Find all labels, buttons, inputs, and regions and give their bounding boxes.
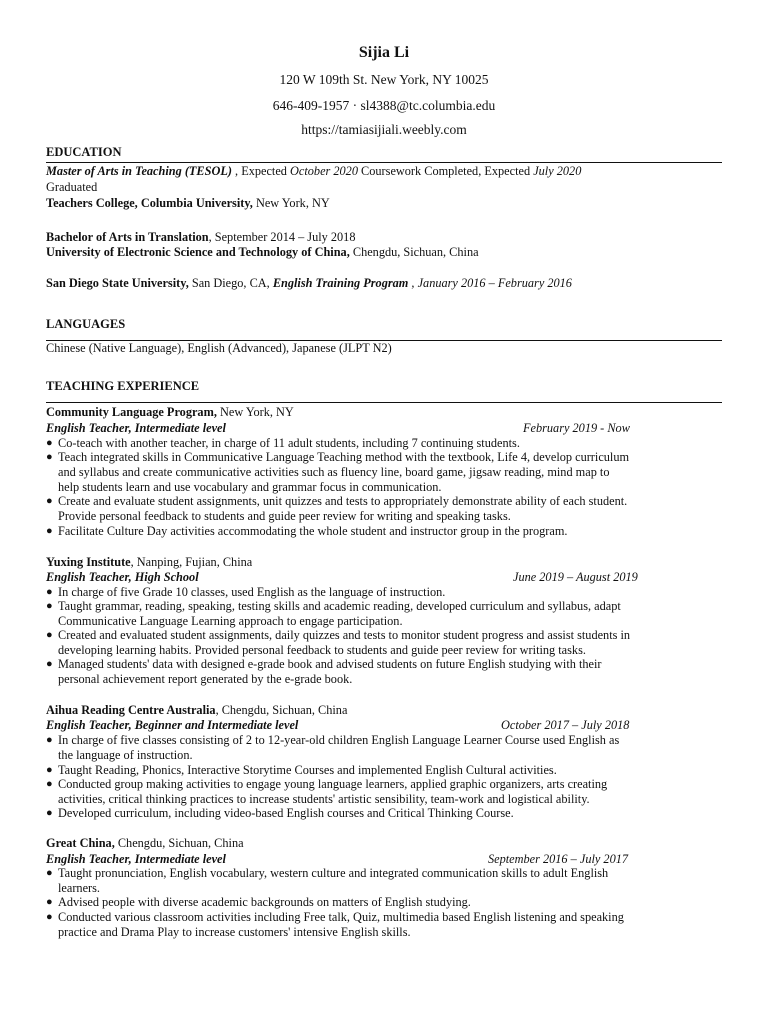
sdsu-school: San Diego State University, bbox=[46, 276, 189, 290]
bullet-item bbox=[46, 494, 736, 524]
bachelors-degree-line bbox=[46, 230, 355, 245]
education-divider bbox=[46, 162, 722, 163]
bullet-item bbox=[46, 657, 736, 687]
job-org-line bbox=[46, 703, 347, 718]
job-org: Great China, bbox=[46, 836, 115, 850]
bullet-text: Taught grammar, reading, speaking, testing skills and academic reading, developed curriculum and syllabus, adapt bbox=[58, 599, 621, 613]
job-dates: June 2019 – August 2019 bbox=[513, 570, 638, 584]
bullet-text: Facilitate Culture Day activities accommodating the whole student and instructor group in the program. bbox=[58, 524, 568, 538]
bullet-item bbox=[46, 806, 736, 821]
job-title-text: English Teacher, High School bbox=[46, 570, 199, 584]
bullet-text: Conducted group making activities to engage young language learners, applied graphic organizers, arts creating bbox=[58, 777, 608, 791]
masters-graduation-date: July 2020 bbox=[533, 164, 582, 178]
bullet-icon: ● bbox=[46, 896, 53, 908]
experience-heading: TEACHING EXPERIENCE bbox=[46, 379, 200, 393]
bullet-item bbox=[46, 450, 736, 495]
bullet-icon: ● bbox=[46, 495, 53, 507]
bullet-item bbox=[46, 866, 736, 896]
masters-graduated: Graduated bbox=[46, 180, 98, 194]
job-title-text: English Teacher, Intermediate level bbox=[46, 852, 226, 866]
bullet-text: Managed students' data with designed e-grade book and advised students on future English studying with their bbox=[58, 657, 602, 671]
job-dates: October 2017 – July 2018 bbox=[501, 718, 630, 732]
bullet-text: and syllabus and create communicative activities such as fluency line, board game, jigsaw reading, mind map to bbox=[58, 465, 610, 479]
sdsu-dates: , January 2016 – February 2016 bbox=[408, 276, 572, 290]
bullet-text: Conducted various classroom activities including Free talk, Quiz, multimedia based English listening and speaking bbox=[58, 910, 624, 924]
bullet-text: the language of instruction. bbox=[58, 748, 193, 762]
masters-degree-line bbox=[46, 164, 581, 179]
job-title-text: English Teacher, Beginner and Intermediate level bbox=[46, 718, 299, 732]
experience-divider bbox=[46, 402, 722, 403]
bullet-text: Co-teach with another teacher, in charge of 11 adult students, including 7 continuing students. bbox=[58, 436, 520, 450]
bullet-text: Taught Reading, Phonics, Interactive Storytime Courses and implemented English Cultural activities. bbox=[58, 763, 557, 777]
bachelors-dates: , September 2014 – July 2018 bbox=[208, 230, 356, 244]
job-org: Community Language Program, bbox=[46, 405, 217, 419]
bullet-icon: ● bbox=[46, 600, 53, 612]
bullet-text: learners. bbox=[58, 881, 100, 895]
job-org-line bbox=[46, 836, 244, 851]
bullet-icon: ● bbox=[46, 734, 53, 746]
bullet-icon: ● bbox=[46, 451, 53, 463]
bullet-icon: ● bbox=[46, 807, 53, 819]
bullet-icon: ● bbox=[46, 867, 53, 879]
bullet-icon: ● bbox=[46, 586, 53, 598]
bullet-text: Provide personal feedback to students and guide peer review for writing and speaking tasks. bbox=[58, 509, 511, 523]
bullet-item bbox=[46, 733, 736, 763]
bullet-text: developing learning habits. Provided personal feedback to students and guide peer review for writing tasks. bbox=[58, 643, 586, 657]
bullet-item bbox=[46, 777, 736, 807]
job-title bbox=[46, 852, 226, 867]
masters-sep: , Expected bbox=[231, 164, 291, 178]
bullet-item bbox=[46, 524, 736, 539]
phone-email: 646-409-1957 · sl4388@tc.columbia.edu bbox=[272, 98, 496, 113]
bullet-icon: ● bbox=[46, 629, 53, 641]
masters-expected-date: October 2020 bbox=[290, 164, 358, 178]
bullet-text: In charge of five Grade 10 classes, used English as the language of instruction. bbox=[58, 585, 446, 599]
bullet-icon: ● bbox=[46, 437, 53, 449]
sdsu-line bbox=[46, 276, 572, 291]
address: 120 W 109th St. New York, NY 10025 bbox=[279, 72, 489, 87]
bachelors-school-line bbox=[46, 245, 479, 260]
bullet-icon: ● bbox=[46, 778, 53, 790]
masters-location: New York, NY bbox=[252, 196, 330, 210]
masters-school: Teachers College, Columbia University, bbox=[46, 196, 253, 210]
masters-degree: Master of Arts in Teaching (TESOL) bbox=[46, 164, 232, 178]
bullet-item bbox=[46, 895, 736, 910]
bullet-item bbox=[46, 628, 736, 658]
bullet-text: Communicative Language Learning approach to engage participation. bbox=[58, 614, 403, 628]
job-title-text: English Teacher, Intermediate level bbox=[46, 421, 226, 435]
bullet-text: Developed curriculum, including video-based English courses and Critical Thinking Course. bbox=[58, 806, 514, 820]
sdsu-program: English Training Program bbox=[272, 276, 409, 290]
job-org-line bbox=[46, 405, 294, 420]
bullet-item bbox=[46, 763, 736, 778]
masters-school-line bbox=[46, 196, 330, 211]
bullet-text: help students learn and use vocabulary and grammar focus in communication. bbox=[58, 480, 442, 494]
candidate-name: Sijia Li bbox=[358, 44, 410, 61]
bachelors-degree: Bachelor of Arts in Translation bbox=[46, 230, 209, 244]
bullet-item bbox=[46, 910, 736, 940]
bachelors-location: Chengdu, Sichuan, China bbox=[349, 245, 479, 259]
bullet-icon: ● bbox=[46, 658, 53, 670]
bullet-text: Advised people with diverse academic backgrounds on matters of English studying. bbox=[58, 895, 471, 909]
job-dates: September 2016 – July 2017 bbox=[488, 852, 629, 866]
bullet-text: In charge of five classes consisting of 2 to 12-year-old children English Language Learner Course used English as bbox=[58, 733, 620, 747]
bullet-item bbox=[46, 585, 736, 600]
bachelors-school: University of Electronic Science and Technology of China, bbox=[46, 245, 350, 259]
job-location: , Nanping, Fujian, China bbox=[130, 555, 253, 569]
bullet-item bbox=[46, 436, 736, 451]
job-org: Yuxing Institute bbox=[46, 555, 131, 569]
sdsu-location: San Diego, CA, bbox=[188, 276, 273, 290]
education-heading: EDUCATION bbox=[46, 145, 122, 159]
bullet-text: Created and evaluated student assignments, daily quizzes and tests to monitor student progress and assist students in bbox=[58, 628, 631, 642]
website-link[interactable]: https://tamiasijiali.weebly.com bbox=[301, 122, 467, 137]
bullet-icon: ● bbox=[46, 911, 53, 923]
job-title bbox=[46, 421, 226, 436]
bullet-text: practice and Drama Play to increase customers' intensive English skills. bbox=[58, 925, 411, 939]
bullet-icon: ● bbox=[46, 525, 53, 537]
masters-coursework: Coursework Completed, Expected bbox=[357, 164, 534, 178]
bullet-text: Create and evaluate student assignments, unit quizzes and tests to appropriately demonstrate ability of each student. bbox=[58, 494, 628, 508]
job-title bbox=[46, 570, 199, 585]
job-location: New York, NY bbox=[216, 405, 294, 419]
job-location: , Chengdu, Sichuan, China bbox=[215, 703, 348, 717]
job-title bbox=[46, 718, 298, 733]
bullet-text: Taught pronunciation, English vocabulary, western culture and integrated communication skills to adult English bbox=[58, 866, 609, 880]
job-org-line bbox=[46, 555, 252, 570]
job-org: Aihua Reading Centre Australia bbox=[46, 703, 216, 717]
job-location: Chengdu, Sichuan, China bbox=[114, 836, 244, 850]
bullet-text: activities, critical thinking practices to increase students' artistic sensibility, team-work and logistical ability. bbox=[58, 792, 590, 806]
languages-text: Chinese (Native Language), English (Advanced), Japanese (JLPT N2) bbox=[46, 341, 392, 355]
job-dates: February 2019 - Now bbox=[523, 421, 630, 435]
bullet-icon: ● bbox=[46, 764, 53, 776]
languages-heading: LANGUAGES bbox=[46, 317, 126, 331]
bullet-text: Teach integrated skills in Communicative Language Teaching method with the textbook, Life 4, develop curriculum bbox=[58, 450, 630, 464]
bullet-text: personal achievement report generated by the e-grade book. bbox=[58, 672, 353, 686]
bullet-item bbox=[46, 599, 736, 629]
